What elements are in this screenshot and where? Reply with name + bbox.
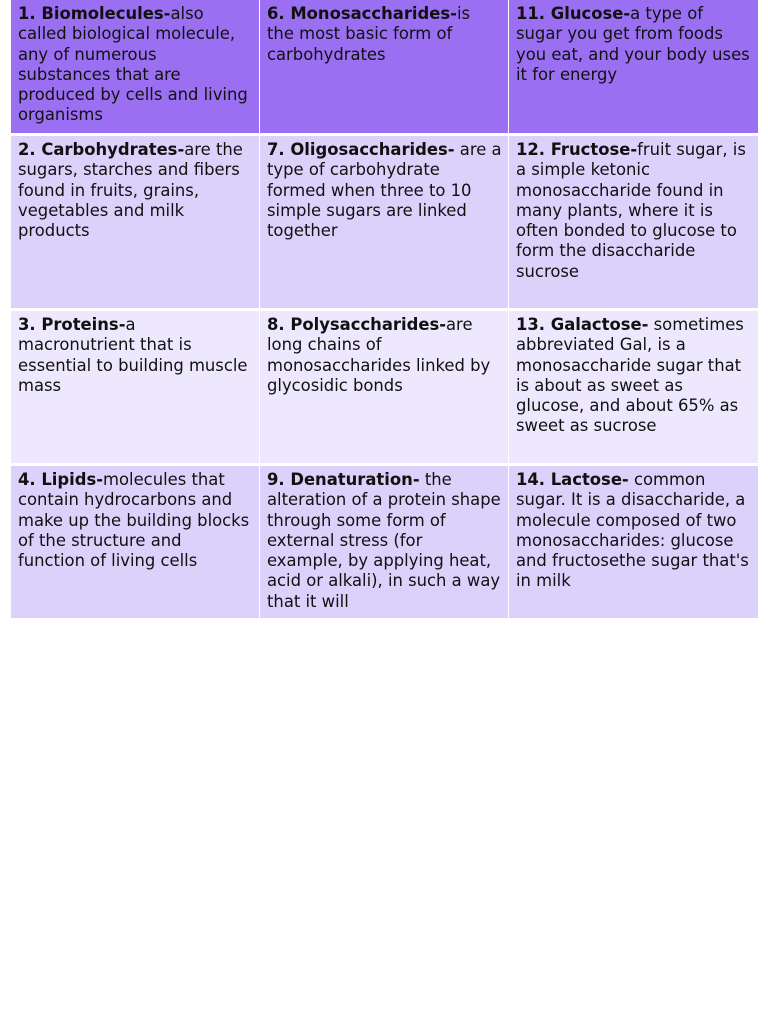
table-row [11,310,759,465]
definition: also called biological molecule, any of numerous substances that are produced by cells and living organisms [18,4,248,125]
definition: are long chains of monosaccharides linked by glycosidic bonds [267,315,491,395]
term: 3. Proteins- [18,315,126,334]
definition: a type of sugar you get from foods you eat, and your body uses it for energy [516,4,750,84]
term: 8. Polysaccharides- [267,315,447,334]
term: 2. Carbohydrates- [18,140,185,159]
table-row [11,465,759,620]
term: 1. Biomolecules- [18,4,171,23]
definition: are the sugars, starches and fibers found in fruits, grains, vegetables and milk products [18,140,243,241]
definition: is the most basic form of carbohydrates [267,4,471,64]
glossary-cell [509,135,759,310]
glossary-cell [509,0,759,135]
glossary-cell [11,0,260,135]
term: 6. Monosaccharides- [267,4,457,23]
glossary-cell [260,135,509,310]
glossary-cell [260,465,509,620]
definition: molecules that contain hydrocarbons and make up the building blocks of the structure and function of living cells [18,470,250,571]
glossary-table [10,0,759,621]
glossary-cell [11,135,260,310]
term: 14. Lactose- [516,470,629,489]
definition: a macronutrient that is essential to building muscle mass [18,315,248,395]
glossary-cell [11,465,260,620]
term: 12. Fructose- [516,140,638,159]
glossary-cell [260,310,509,465]
glossary-cell [260,0,509,135]
term: 7. Oligosaccharides- [267,140,455,159]
definition: fruit sugar, is a simple ketonic monosaccharide found in many plants, where it is often bonded to glucose to form the disaccharide sucrose [516,140,746,281]
definition: are a type of carbohydrate formed when three to 10 simple sugars are linked together [267,140,502,241]
glossary-cell [509,465,759,620]
glossary-sheet [10,0,758,611]
definition: common sugar. It is a disaccharide, a molecule composed of two monosaccharides: glucose and fructosethe sugar that's in milk [516,470,749,591]
term: 4. Lipids- [18,470,104,489]
glossary-cell [509,310,759,465]
term: 9. Denaturation- [267,470,420,489]
term: 13. Galactose- [516,315,649,334]
table-row [11,0,759,135]
definition: sometimes abbreviated Gal, is a monosaccharide sugar that is about as sweet as glucose, and about 65% as sweet as sucrose [516,315,744,436]
table-row [11,135,759,310]
term: 11. Glucose- [516,4,631,23]
glossary-cell [11,310,260,465]
definition: the alteration of a protein shape through some form of external stress (for example, by applying heat, acid or alkali), in such a way that it will [267,470,501,611]
